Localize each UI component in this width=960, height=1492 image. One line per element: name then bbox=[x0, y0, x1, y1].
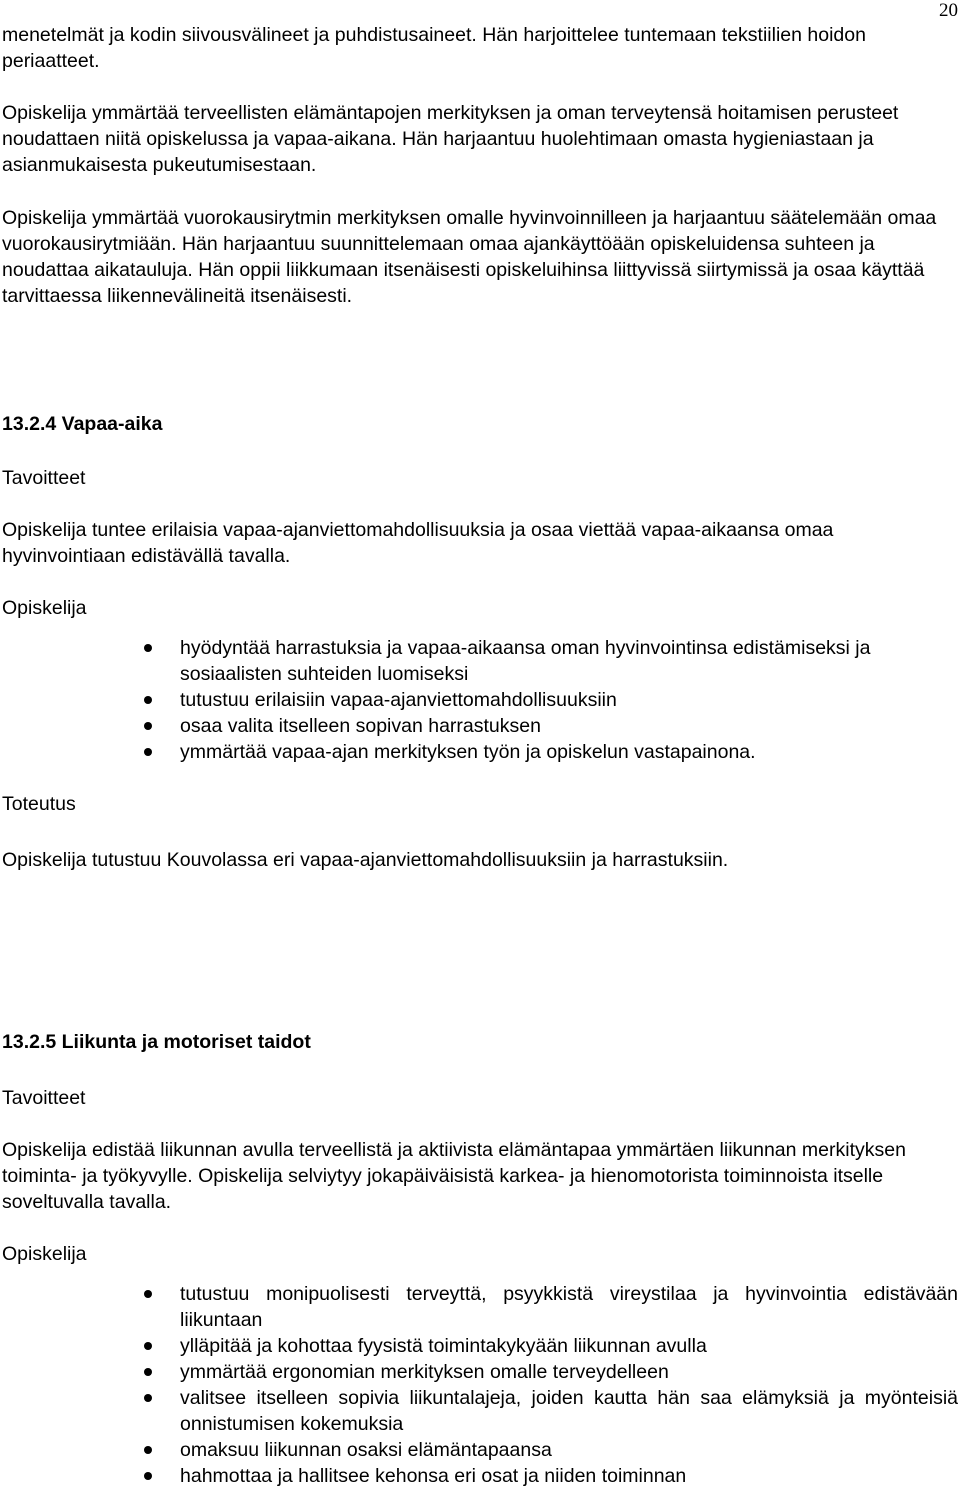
section-1-bullet-list bbox=[2, 635, 958, 765]
list-item: osaa valita itselleen sopivan harrastuksen bbox=[180, 713, 958, 739]
page-number: 20 bbox=[939, 0, 958, 21]
intro-paragraph-2: Opiskelija ymmärtää terveellisten elämäntapojen merkityksen ja oman terveytensä hoitamisen perusteet noudattaen niitä opiskelussa ja vapaa-aikana. Hän harjaantuu huolehtimaan omasta hygieniastaan ja asianmukaisesta pukeutumisestaan. bbox=[2, 102, 899, 176]
list-item: ymmärtää vapaa-ajan merkityksen työn ja opiskelun vastapainona. bbox=[180, 739, 958, 765]
list-item: hyödyntää harrastuksia ja vapaa-aikaansa oman hyvinvointinsa edistämiseksi ja sosiaalisten suhteiden luomiseksi bbox=[180, 635, 958, 687]
section-1-goals-text: Opiskelija tuntee erilaisia vapaa-ajanviettomahdollisuuksia ja osaa viettää vapaa-aikaansa omaa hyvinvointiaan edistävällä tavalla. bbox=[2, 519, 834, 567]
list-item: tutustuu monipuolisesti terveyttä, psyykkistä vireystilaa ja hyvinvointia edistävään liikuntaan bbox=[180, 1283, 958, 1331]
section-1-implementation-label: Toteutus bbox=[2, 793, 76, 815]
section-1-implementation-text: Opiskelija tutustuu Kouvolassa eri vapaa-ajanviettomahdollisuuksiin ja harrastuksiin. bbox=[2, 849, 729, 871]
list-item: ylläpitää ja kohottaa fyysistä toimintakykyään liikunnan avulla bbox=[180, 1333, 958, 1359]
list-item: ymmärtää ergonomian merkityksen omalle terveydelleen bbox=[180, 1359, 958, 1385]
section-2-bullet-list bbox=[2, 1281, 958, 1489]
list-item: tutustuu erilaisiin vapaa-ajanviettomahdollisuuksiin bbox=[180, 687, 958, 713]
section-heading-liikunta: 13.2.5 Liikunta ja motoriset taidot bbox=[2, 1031, 311, 1053]
section-heading-vapaa-aika: 13.2.4 Vapaa-aika bbox=[2, 413, 163, 435]
intro-paragraph-3: Opiskelija ymmärtää vuorokausirytmin merkityksen omalle hyvinvoinnilleen ja harjaantuu säätelemään omaa vuorokausirytmiään. Hän harjaantuu suunnittelemaan omaa ajankäyttöään opiskeluidensa suhteen ja noudattaa aikatauluja. Hän oppii liikkumaan itsenäisesti opiskeluihinsa liittyvissä siirtymissä ja osaa käyttää tarvittaessa liikennevälineitä itsenäisesti. bbox=[2, 207, 937, 307]
section-2-goals-text: Opiskelija edistää liikunnan avulla terveellistä ja aktiivista elämäntapaa ymmärtäen liikunnan merkityksen toiminta- ja työkyvylle. Opiskelija selviytyy jokapäiväisistä karkea- ja hienomotorista toiminnoista itselle soveltuvalla tavalla. bbox=[2, 1139, 906, 1213]
section-1-goals-label: Tavoitteet bbox=[2, 467, 86, 489]
section-2-goals-label: Tavoitteet bbox=[2, 1087, 86, 1109]
section-1-student-label: Opiskelija bbox=[2, 597, 87, 619]
list-item: valitsee itselleen sopivia liikuntalajeja, joiden kautta hän saa elämyksiä ja myönteisiä onnistumisen kokemuksia bbox=[180, 1387, 958, 1435]
page-content bbox=[2, 22, 958, 1489]
intro-paragraph-1: menetelmät ja kodin siivousvälineet ja puhdistusaineet. Hän harjoittelee tuntemaan tekstiilien hoidon periaatteet. bbox=[2, 24, 866, 72]
list-item: hahmottaa ja hallitsee kehonsa eri osat ja niiden toiminnan bbox=[180, 1463, 958, 1489]
section-2-student-label: Opiskelija bbox=[2, 1243, 87, 1265]
list-item: omaksuu liikunnan osaksi elämäntapaansa bbox=[180, 1437, 958, 1463]
